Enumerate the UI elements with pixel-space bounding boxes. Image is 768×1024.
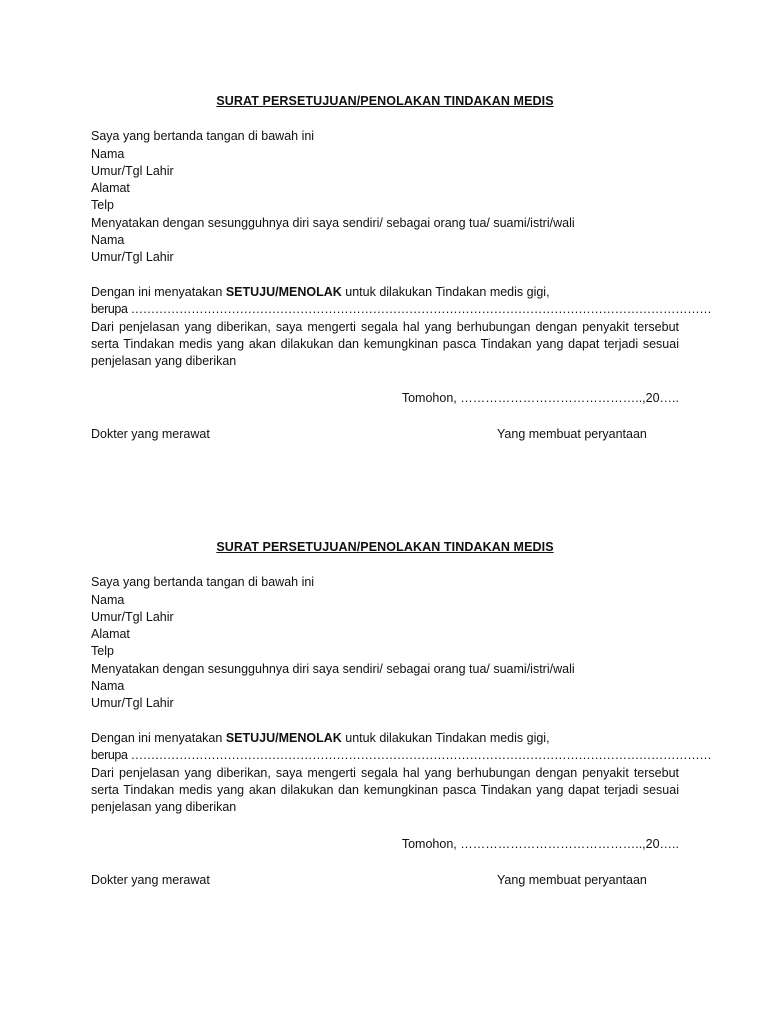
consent-line — [91, 730, 679, 747]
phone-label: Telp — [91, 198, 114, 213]
form-title: SURAT PERSETUJUAN/PENOLAKAN TINDAKAN MEDIS — [216, 94, 554, 108]
patient-signature-label: Yang membuat peryantaan — [497, 872, 647, 887]
signature-row — [91, 872, 679, 889]
consent-suffix: untuk dilakukan Tindakan medis gigi, — [341, 284, 550, 299]
statement-text: Menyatakan dengan sesungguhnya diri saya sendiri/ sebagai orang tua/ suami/istri/wali — [91, 661, 575, 676]
guardian-name-label: Nama — [91, 679, 125, 694]
address-label: Alamat — [91, 181, 130, 196]
intro-text: Saya yang bertanda tangan di bawah ini — [91, 575, 315, 590]
age-label: Umur/Tgl Lahir — [91, 609, 174, 624]
consent-choice: SETUJU/MENOLAK — [225, 284, 342, 299]
patient-signature-label: Yang membuat peryantaan — [497, 426, 647, 441]
consent-form-2 — [91, 539, 712, 889]
place-date-line: Tomohon, ……………………………………..,20….. — [401, 391, 679, 406]
place-date-line: Tomohon, ……………………………………..,20….. — [401, 837, 679, 852]
doctor-signature-label: Dokter yang merawat — [91, 872, 210, 887]
phone-label: Telp — [91, 644, 114, 659]
name-label: Nama — [91, 592, 125, 607]
consent-prefix: Dengan ini menyatakan — [91, 730, 226, 745]
guardian-age-label: Umur/Tgl Lahir — [91, 696, 174, 711]
consent-choice: SETUJU/MENOLAK — [225, 730, 342, 745]
form-title: SURAT PERSETUJUAN/PENOLAKAN TINDAKAN MEDIS — [216, 540, 554, 554]
name-label: Nama — [91, 146, 125, 161]
consent-prefix: Dengan ini menyatakan — [91, 284, 226, 299]
consent-form-1 — [91, 93, 712, 443]
guardian-name-label: Nama — [91, 233, 125, 248]
signature-row — [91, 426, 679, 443]
explanation-text: Dari penjelasan yang diberikan, saya mengerti segala hal yang berhubungan dengan penyakit tersebut serta Tindakan medis yang akan dilakukan dan kemungkinan pasca Tindakan yang dapat terjadi sesuai penjelasan yang diberikan — [91, 319, 679, 369]
consent-line — [91, 284, 679, 301]
age-label: Umur/Tgl Lahir — [91, 163, 174, 178]
address-label: Alamat — [91, 627, 130, 642]
procedure-line: berupa ……………………………………………………………………………………………………………………………… — [91, 302, 712, 317]
explanation-text: Dari penjelasan yang diberikan, saya mengerti segala hal yang berhubungan dengan penyakit tersebut serta Tindakan medis yang akan dilakukan dan kemungkinan pasca Tindakan yang dapat terjadi sesuai penjelasan yang diberikan — [91, 765, 679, 815]
statement-text: Menyatakan dengan sesungguhnya diri saya sendiri/ sebagai orang tua/ suami/istri/wali — [91, 215, 575, 230]
guardian-age-label: Umur/Tgl Lahir — [91, 250, 174, 265]
procedure-line: berupa ……………………………………………………………………………………………………………………………… — [91, 748, 712, 763]
consent-suffix: untuk dilakukan Tindakan medis gigi, — [341, 730, 550, 745]
doctor-signature-label: Dokter yang merawat — [91, 426, 210, 441]
intro-text: Saya yang bertanda tangan di bawah ini — [91, 129, 315, 144]
